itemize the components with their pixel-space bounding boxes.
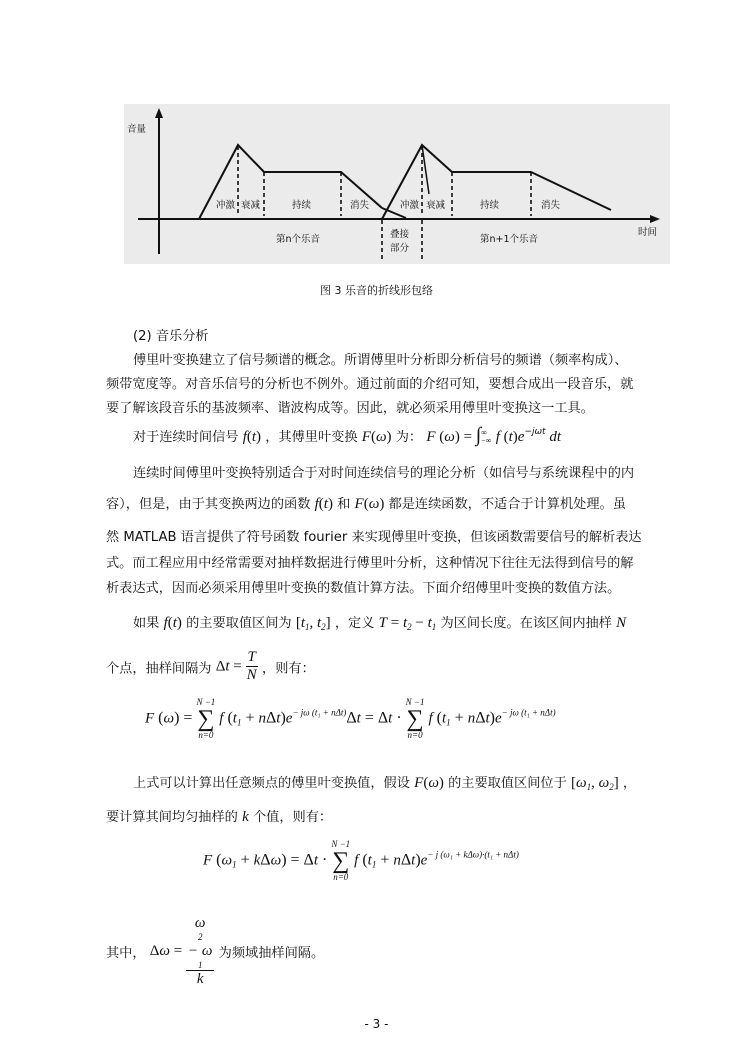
para2-line4: 式。而工程应用中经常需要对抽样数据进行傅里叶分析，这种情况下往往无法得到信号的解 <box>106 556 634 571</box>
para5-text-c: ， <box>622 776 637 791</box>
para2-line1: 连续时间傅里叶变换特别适合于对时间连续信号的理论分析（如信号与系统课程中的内 <box>133 466 635 481</box>
envelope-figure <box>124 104 670 264</box>
continuous-text-c: 为： <box>395 430 423 445</box>
para2-text-a: 容），但是，由于其变换两边的函数 <box>106 497 311 512</box>
overlap-label-2: 部分 <box>390 243 410 254</box>
segment-attack-2: 冲激 <box>400 200 420 211</box>
para3-text-b: 的主要取值区间为 <box>186 616 292 631</box>
continuous-ft-line: 对于连续时间信号 f(t) ，其傅里叶变换 F(ω) 为： F (ω) = ∫ ∞ −∞ f $(t)e^{-j\omega t}$ dt <box>133 424 561 446</box>
figure-caption: 图 3 乐音的折线形包络 <box>320 284 433 297</box>
dft-equation-1: F (ω) = N −1 ∑ n=0 f $(t_1 + n\Delta t)e^{- j\omega (t_1 + n\Delta t)}\Delta t = \Delta t$ · N −1 ∑ n=0 f $(t_1 + n\Delta t)e^{- j\omega (t_1 + n\Delta t)}$ <box>145 697 556 740</box>
para4-text-b: ，则有： <box>262 661 315 677</box>
segment-decay-2: 衰减 <box>426 200 446 211</box>
y-axis-label: 音量 <box>127 124 147 135</box>
segment-sustain: 持续 <box>292 200 312 211</box>
para3-line: 如果 f(t) 的主要取值区间为 [$t_1$, $t_2$] ，定义 $T = t_2 - t_1$ 为区间长度。在该区间内抽样 N <box>133 615 627 632</box>
para1-line1: 傅里叶变换建立了信号频谱的概念。所谓傅里叶分析即分析信号的频谱（频率构成）、 <box>133 353 628 368</box>
para6-text-b: 个值，则有： <box>252 810 333 825</box>
segment-release-2: 消失 <box>541 200 561 211</box>
section-title: (2) 音乐分析 <box>133 329 209 344</box>
para3-text-d: 为区间长度。在该区间内抽样 <box>440 616 612 631</box>
para5-text-b: 的主要取值区间位于 <box>448 776 567 791</box>
segment-release: 消失 <box>350 200 370 211</box>
para1-line3: 要了解该段音乐的基波频率、谐波构成等。因此，就必须采用傅里叶变换这一工具。 <box>106 401 594 416</box>
para2-line5: 析表达式，因而必须采用傅里叶变换的数值计算方法。下面介绍傅里叶变换的数值方法。 <box>106 581 621 596</box>
para6-text-a: 要计算其间均匀抽样的 <box>106 810 238 825</box>
segment-sustain-2: 持续 <box>480 200 500 211</box>
continuous-text-b: ，其傅里叶变换 <box>265 430 358 445</box>
para5-text-a: 上式可以计算出任意频点的傅里叶变换值，假设 <box>133 776 410 791</box>
note-n1-label: 第n+1个乐音 <box>480 234 539 245</box>
para2-text-b: 和 <box>337 497 351 512</box>
para2-text-c: 都是连续函数，不适合于计算机处理。虽 <box>388 497 626 512</box>
overlap-label-1: 叠接 <box>390 229 410 240</box>
para2-line3: 然 MATLAB 语言提供了符号函数 fourier 来实现傅里叶变换，但该函数需要信号的解析表达 <box>106 530 642 545</box>
continuous-text-a: 对于连续时间信号 <box>133 430 239 445</box>
para3-text-c: ，定义 <box>334 616 375 631</box>
segment-attack: 冲激 <box>216 200 236 211</box>
para2-line2: 容），但是，由于其变换两边的函数 f(t) 和 F(ω) 都是连续函数，不适合于计算机处理。虽 <box>106 496 626 512</box>
dft-equation-2: F $(\omega_1 + k\Delta\omega) = \Delta t$ · N −1 ∑ n=0 f $(t_1 + n\Delta t)e^{- j (\omega_1 + k\Delta\omega)\cdot(t_1 + n\Delta t)}$ <box>203 839 519 882</box>
para6-line: 要计算其间均匀抽样的 k 个值，则有： <box>106 809 333 825</box>
final-line: 其中， Δω = ω 2 − ω 1 k 为频域抽样间隔。 <box>106 915 325 988</box>
para4-line: 个点，抽样间隔为 Δt = $\frac{T}{N}$ ，则有： <box>106 649 315 684</box>
final-text-a: 其中， <box>106 946 146 962</box>
para3-text-a: 如果 <box>133 616 160 631</box>
segment-decay: 衰减 <box>241 200 261 211</box>
note-n-label: 第n个乐音 <box>276 234 321 245</box>
page-number: - 3 - <box>364 1017 389 1031</box>
para5-line: 上式可以计算出任意频点的傅里叶变换值，假设 F(ω) 的主要取值区间位于 [$\omega_1$, $\omega_2$] ， <box>133 775 637 792</box>
para1-line2: 频带宽度等。对音乐信号的分析也不例外。通过前面的介绍可知，要想合成出一段音乐，就 <box>106 377 634 392</box>
final-text-b: 为频域抽样间隔。 <box>218 946 325 962</box>
x-axis-label: 时间 <box>638 227 658 238</box>
para4-text-a: 个点，抽样间隔为 <box>106 661 212 677</box>
